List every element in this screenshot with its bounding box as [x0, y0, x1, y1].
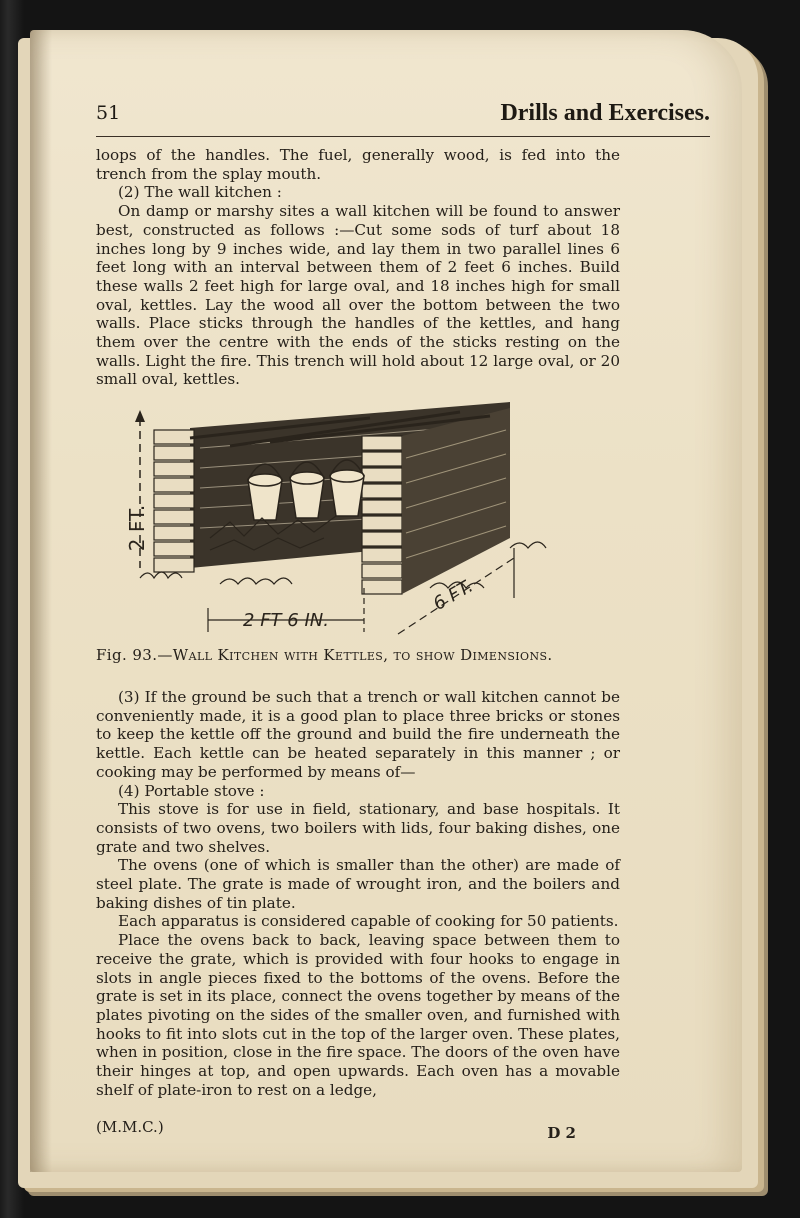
running-header — [96, 100, 710, 137]
wall-kitchen-illustration — [125, 388, 570, 648]
paragraph: This stove is for use in field, stationary, and base hospitals. It consists of two ovens, two boilers with lids, four baking dishes, one grate and two shelves. — [96, 800, 620, 856]
signature-mark: D 2 — [547, 1124, 576, 1142]
body-text-top — [96, 146, 620, 389]
dimension-label-width: 2 FT 6 IN. — [243, 610, 329, 631]
figure-caption — [96, 646, 676, 664]
dimension-label-length: 6 FT. — [429, 575, 477, 615]
paragraph: The ovens (one of which is smaller than the other) are made of steel plate. The grate is made of wrought iron, and the boilers and baking dishes of tin plate. — [96, 856, 620, 912]
running-title: Drills and Exercises. — [500, 100, 710, 126]
dimension-label-height: 2 FT. — [125, 504, 149, 552]
paragraph: On damp or marshy sites a wall kitchen will be found to answer best, constructed as follows :—Cut some sods of turf about 18 inches long by 9 inches wide, and lay them in two parallel lines 6 feet long with an interval between them of 2 feet 6 inches. Build these walls 2 feet high for large oval, and 18 inches high for small oval, kettles. Lay the wood all over the bottom between the two walls. Place sticks through the handles of the kettles, and hang them over the centre with the ends of the sticks resting on the walls. Light the fire. This trench will hold about 12 large oval, or 20 small oval, kettles. — [96, 202, 620, 389]
paragraph-heading: (2) The wall kitchen : — [118, 183, 282, 202]
page-number: 51 — [96, 102, 121, 124]
paragraph: Each apparatus is considered capable of cooking for 50 patients. — [118, 912, 619, 931]
figure-caption-text: —Wall Kitchen with Kettles, to show Dimensions. — [157, 646, 553, 664]
paragraph-heading: (4) Portable stove : — [118, 781, 265, 800]
body-text-bottom — [96, 688, 620, 1099]
imprint-mark: (M.M.C.) — [96, 1118, 164, 1136]
paragraph: Place the ovens back to back, leaving space between them to receive the grate, which is provided with four hooks to engage in slots in angle pieces fixed to the bottoms of the ovens. Before the grate is set in its place, connect the ovens together by means of the plates pivoting on the sides of the smaller oven, and furnished with hooks to fit into slots cut in the top of the larger oven. These plates, when in position, close in the fire space. The doors of the oven have their hinges at top, and open upwards. Each oven has a movable shelf of plate-iron to rest on a ledge, — [96, 931, 620, 1099]
figure-number: Fig. 93. — [96, 646, 158, 664]
spine-shadow — [30, 30, 52, 1172]
paragraph: loops of the handles. The fuel, generally wood, is fed into the trench from the splay mouth. — [96, 146, 620, 183]
paragraph: (3) If the ground be such that a trench or wall kitchen cannot be conveniently made, it is a good plan to place three bricks or stones to keep the kettle off the ground and build the fire underneath the kettle. Each kettle can be heated separately in this manner ; or cooking may be performed by means of— — [96, 688, 620, 781]
